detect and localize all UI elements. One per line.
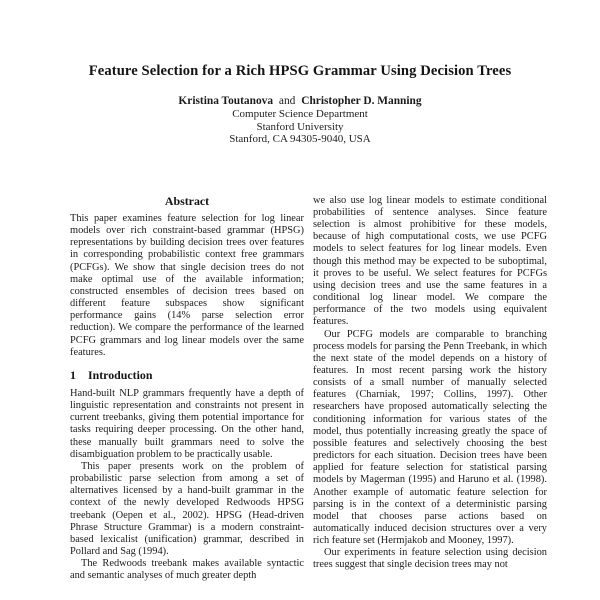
affiliation-address: Stanford, CA 94305-9040, USA: [229, 133, 371, 146]
section-1-heading: [70, 369, 304, 381]
section-1-title: Introduction: [87, 367, 153, 382]
paper-header: [0, 0, 600, 146]
affiliation-block: [0, 108, 600, 146]
paper-title: Feature Selection for a Rich HPSG Grammar Using Decision Trees: [88, 63, 512, 79]
section-1-number: 1: [70, 367, 76, 382]
body-paragraph-3: Our experiments in feature selection using decision trees suggest that single decision trees may not: [313, 547, 547, 571]
intro-paragraph-3: The Redwoods treebank makes available syntactic and semantic analyses of much greater depth: [70, 558, 304, 582]
abstract-heading: Abstract: [164, 193, 210, 208]
author-conjunction: and: [278, 95, 296, 107]
right-column: [313, 195, 547, 583]
author-name-2: Christopher D. Manning: [301, 95, 422, 107]
two-column-body: [0, 195, 600, 583]
left-column: [70, 195, 304, 583]
body-paragraph-1: we also use log linear models to estimate conditional probabilities of sentence analyses. Since feature selection is almost prohibitive for these models, because of high computational costs, we use PCFG models to select features for log linear models. Even though this method may be expected to be suboptimal, it proves to be useful. We select features for PCFGs using decision trees and use the same features in a conditional log linear model. We compare the performance of the two models using equivalent features.: [313, 194, 547, 328]
author-name-1: Kristina Toutanova: [178, 95, 274, 107]
intro-paragraph-1: Hand-built NLP grammars frequently have a depth of linguistic representation and constraints not present in current treebanks, giving them potential importance for tasks requiring deeper processing. On the other hand, these manually built grammars need to solve the disambiguation problem to be practically usable.: [70, 387, 304, 460]
abstract-text: This paper examines feature selection for log linear models over rich constraint-based grammar (HPSG) representations by building decision trees over features in corresponding probabilistic context free grammars (PCFGs). We show that single decision trees do not make optimal use of the available information; constructed ensembles of decision trees based on different feature subspaces show significant performance gains (14% parse selection error reduction). We compare the performance of the learned PCFG grammars and log linear models over the same features.: [70, 212, 304, 358]
body-paragraph-2: Our PCFG models are comparable to branching process models for parsing the Penn Treebank, in which the next state of the model depends on a history of features. In most recent parsing work the history consists of a small number of manually selected features (Charniak, 1997; Collins, 1997). Other researchers have proposed automatically selecting the conditioning information for various states of the model, thus potentially increasing greatly the space of possible features and selectively choosing the best predictors for each situation. Decision trees have been applied for feature selection for statistical parsing models by Magerman (1995) and Haruno et al. (1998). Another example of automatic feature selection for parsing is in the context of a deterministic parsing model that chooses parse actions based on automatically induced decision structures over a very rich feature set (Hermjakob and Mooney, 1997).: [313, 328, 547, 547]
authors-line: [0, 95, 600, 108]
affiliation-university: Stanford University: [256, 120, 344, 133]
affiliation-department: Computer Science Department: [232, 108, 368, 120]
intro-paragraph-2: This paper presents work on the problem of probabilistic parse selection from among a set of alternatives licensed by a hand-built grammar in the context of the newly developed Redwoods HPSG treebank (Oepen et al., 2002). HPSG (Head-driven Phrase Structure Grammar) is a modern constraint-based lexicalist (unification) grammar, described in Pollard and Sag (1994).: [70, 460, 304, 557]
